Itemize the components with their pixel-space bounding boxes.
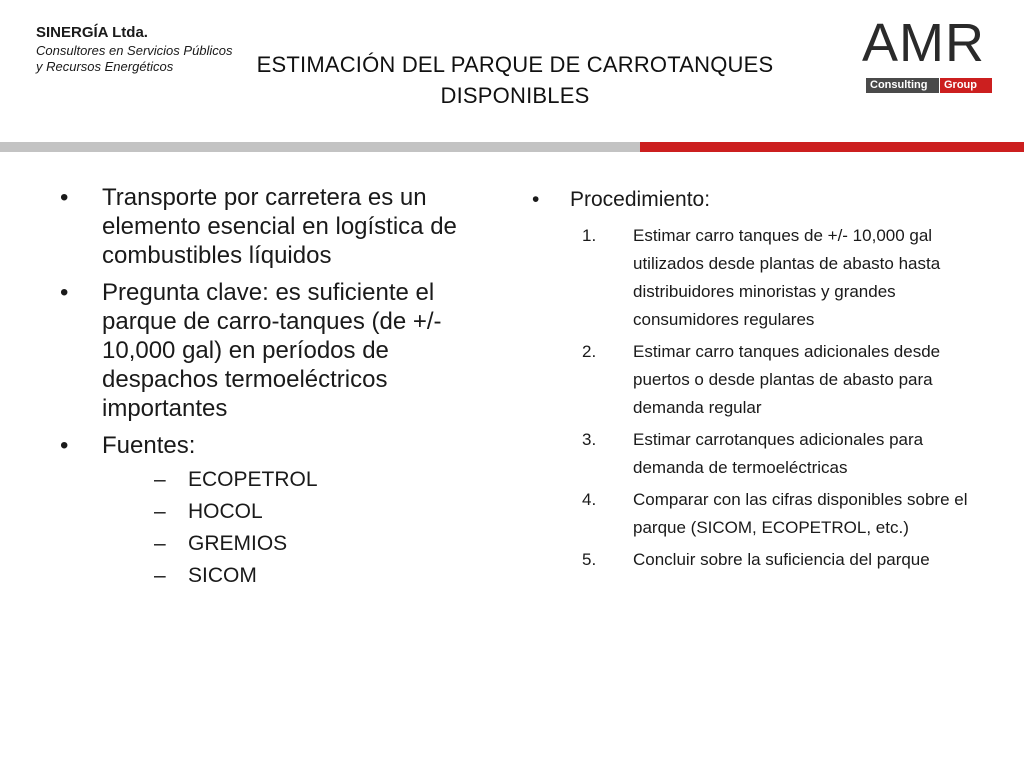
slide-title-line1: ESTIMACIÓN DEL PARQUE DE CARROTANQUES: [256, 52, 774, 77]
procedure-step: [532, 426, 972, 482]
bullet-item: [60, 183, 500, 270]
procedure-step: [532, 338, 972, 422]
procedure-heading: [532, 188, 972, 212]
procedure-heading-text: Procedimiento:: [570, 188, 711, 211]
step-text: Estimar carro tanques adicionales desde puertos o desde plantas de abasto para demanda regular: [633, 342, 941, 417]
company-tagline-2: y Recursos Energéticos: [36, 59, 174, 74]
step-text: Concluir sobre la suficiencia del parque: [633, 550, 930, 569]
procedure-step: [532, 546, 972, 574]
divider-gray: [0, 142, 640, 152]
procedure-step: [532, 486, 972, 542]
bullet-dot-icon: •: [60, 184, 69, 211]
dash-icon: –: [154, 468, 166, 492]
dash-icon: –: [154, 500, 166, 524]
logo-consulting-label: Consulting: [866, 78, 939, 93]
company-name: SINERGÍA Ltda.: [36, 24, 148, 41]
slide-title-line2: DISPONIBLES: [440, 82, 590, 108]
bullet-text: Pregunta clave: es suficiente el parque de carro-tanques (de +/- 10,000 gal) en períodos de despachos termoeléctricos importantes: [102, 279, 442, 423]
step-number: 2.: [582, 342, 597, 361]
source-text: ECOPETROL: [188, 468, 318, 492]
logo-amr-text: AMR: [862, 13, 985, 73]
bullet-item: [60, 278, 500, 423]
left-column: [60, 183, 500, 600]
bullet-dot-icon: •: [60, 279, 69, 307]
sources-list: [102, 464, 500, 592]
step-number: 4.: [582, 490, 597, 509]
slide-title: [195, 50, 835, 112]
company-tagline-1: Consultores en Servicios Públicos: [36, 42, 233, 58]
bullet-dot-icon: •: [532, 188, 540, 211]
source-item: [102, 496, 500, 528]
source-text: SICOM: [188, 564, 257, 588]
divider-red: [640, 142, 1024, 152]
procedure-step: [532, 222, 972, 334]
step-number: 1.: [582, 226, 597, 245]
logo-group-label: Group: [940, 78, 992, 93]
step-text: Comparar con las cifras disponibles sobre el parque (SICOM, ECOPETROL, etc.): [633, 490, 968, 537]
amr-logo: [860, 13, 1010, 98]
step-number: 3.: [582, 430, 597, 449]
source-item: [102, 560, 500, 592]
source-text: HOCOL: [188, 500, 263, 524]
step-text: Estimar carro tanques de +/- 10,000 gal utilizados desde plantas de abasto hasta distribuidores minoristas y grandes consumidores regulares: [633, 226, 941, 329]
bullet-item: [60, 431, 500, 592]
source-text: GREMIOS: [188, 532, 288, 556]
right-column: [532, 188, 972, 578]
dash-icon: –: [154, 564, 166, 588]
bullet-dot-icon: •: [60, 432, 69, 460]
dash-icon: –: [154, 532, 166, 556]
source-item: [102, 528, 500, 560]
bullet-text: Fuentes:: [102, 432, 196, 460]
step-text: Estimar carrotanques adicionales para demanda de termoeléctricas: [633, 430, 924, 477]
bullet-text: Transporte por carretera es un elemento esencial en logística de combustibles líquidos: [102, 184, 457, 270]
source-item: [102, 464, 500, 496]
step-number: 5.: [582, 550, 597, 569]
